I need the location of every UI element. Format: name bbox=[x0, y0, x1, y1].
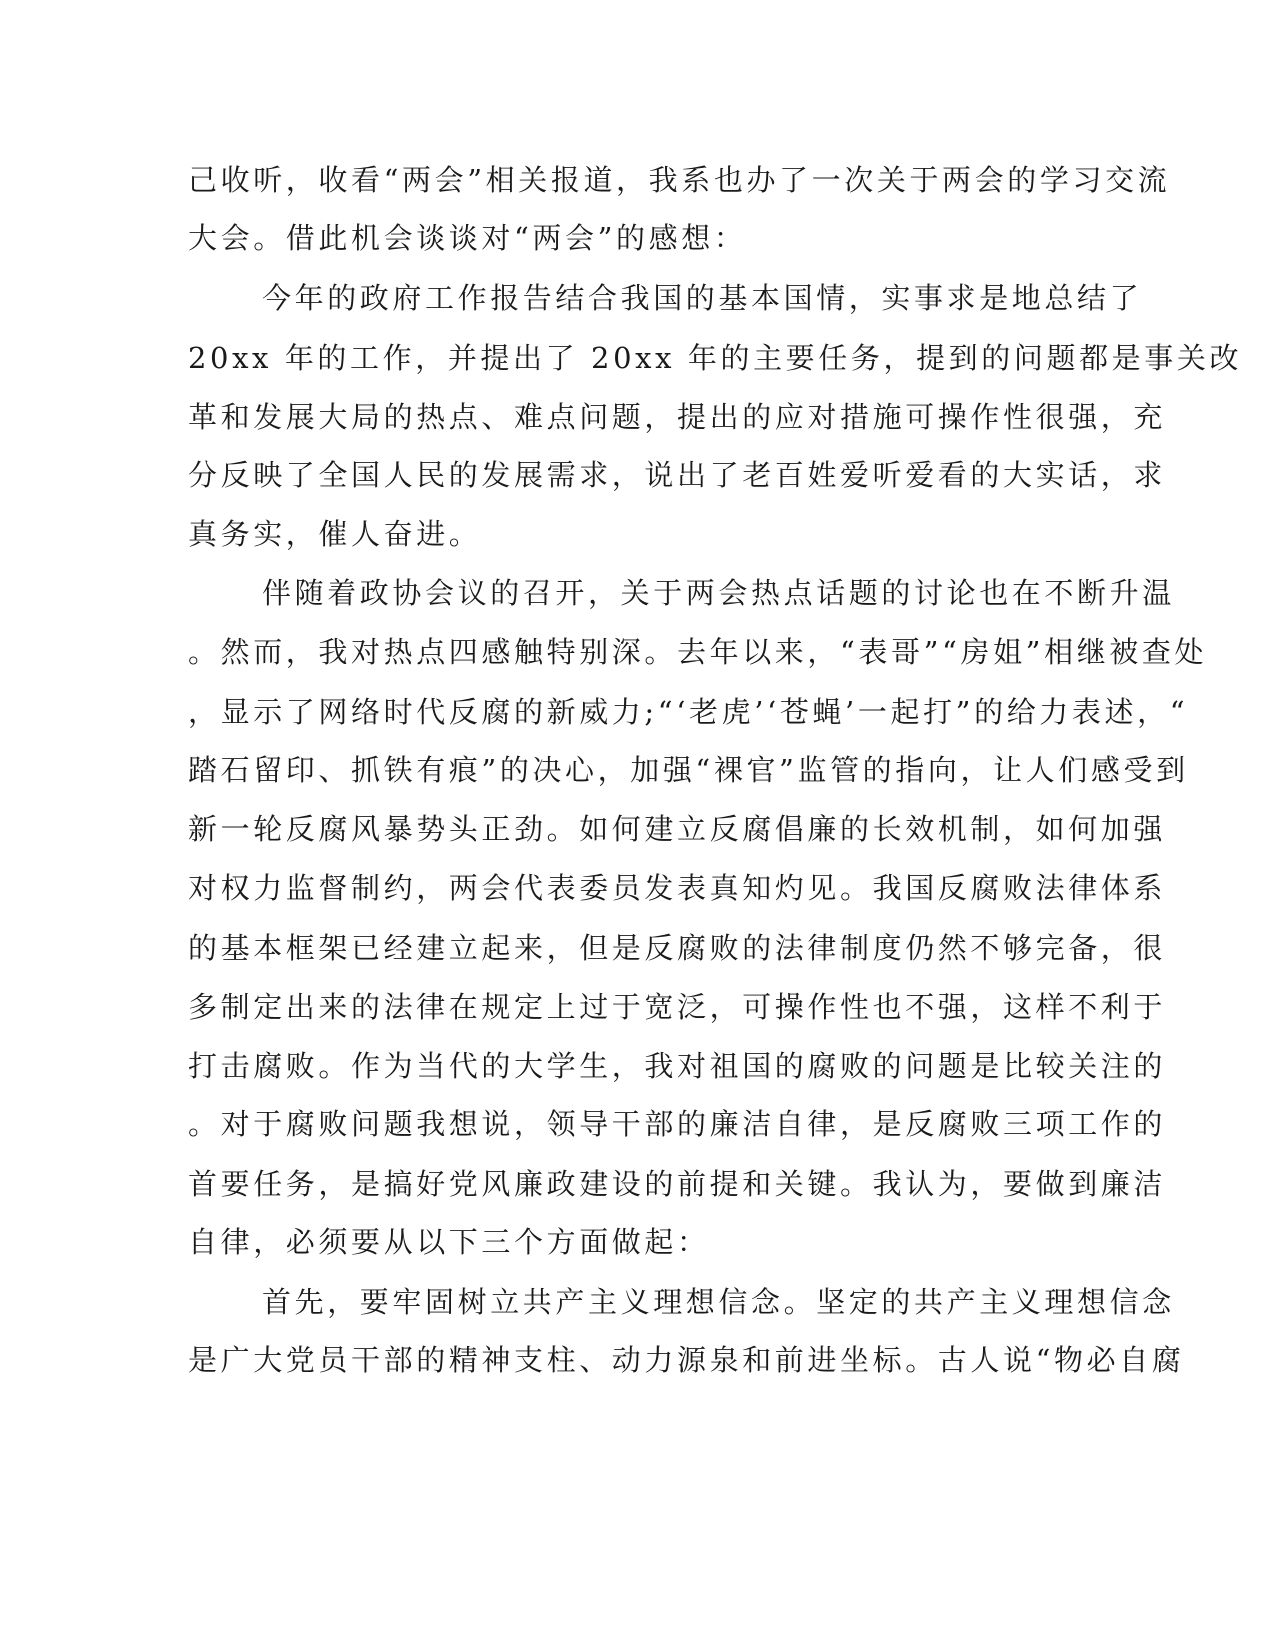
text-line: 革和发展大局的热点、难点问题，提出的应对措施可操作性很强，充 bbox=[188, 400, 1167, 434]
text-line: 自律，必须要从以下三个方面做起： bbox=[188, 1225, 710, 1259]
text-line: 真务实，催人奋进。 bbox=[188, 517, 482, 551]
paragraph-first-line: 今年的政府工作报告结合我国的基本国情，实事求是地总结了 bbox=[262, 281, 1143, 315]
text-line: ，显示了网络时代反腐的新威力;“‘老虎’‘苍蝇’一起打”的给力表述，“ bbox=[188, 695, 1189, 729]
text-line: 打击腐败。作为当代的大学生，我对祖国的腐败的问题是比较关注的 bbox=[188, 1049, 1167, 1083]
text-line: 首要任务，是搞好党风廉政建设的前提和关键。我认为，要做到廉洁 bbox=[188, 1167, 1167, 1201]
text-line: 大会。借此机会谈谈对“两会”的感想： bbox=[188, 221, 747, 255]
text-line: 。对于腐败问题我想说，领导干部的廉洁自律，是反腐败三项工作的 bbox=[188, 1107, 1167, 1141]
text-line: 20xx 年的工作，并提出了 20xx 年的主要任务，提到的问题都是事关改 bbox=[188, 341, 1243, 375]
text-line: 。然而，我对热点四感触特别深。去年以来，“表哥”“房姐”相继被查处 bbox=[188, 635, 1208, 669]
text-line: 多制定出来的法律在规定上过于宽泛，可操作性也不强，这样不利于 bbox=[188, 990, 1167, 1024]
paragraph-first-line: 首先，要牢固树立共产主义理想信念。坚定的共产主义理想信念 bbox=[262, 1285, 1175, 1319]
text-line: 的基本框架已经建立起来，但是反腐败的法律制度仍然不够完备，很 bbox=[188, 931, 1167, 965]
text-line: 踏石留印、抓铁有痕”的决心，加强“裸官”监管的指向，让人们感受到 bbox=[188, 753, 1189, 787]
text-line: 是广大党员干部的精神支柱、动力源泉和前进坐标。古人说“物必自腐 bbox=[188, 1343, 1185, 1377]
text-line: 己收听，收看“两会”相关报道，我系也办了一次关于两会的学习交流 bbox=[188, 163, 1171, 197]
text-line: 新一轮反腐风暴势头正劲。如何建立反腐倡廉的长效机制，如何加强 bbox=[188, 812, 1167, 846]
text-line: 分反映了全国人民的发展需求，说出了老百姓爱听爱看的大实话，求 bbox=[188, 458, 1167, 492]
text-line: 对权力监督制约，两会代表委员发表真知灼见。我国反腐败法律体系 bbox=[188, 871, 1167, 905]
paragraph-first-line: 伴随着政协会议的召开，关于两会热点话题的讨论也在不断升温 bbox=[262, 576, 1175, 610]
